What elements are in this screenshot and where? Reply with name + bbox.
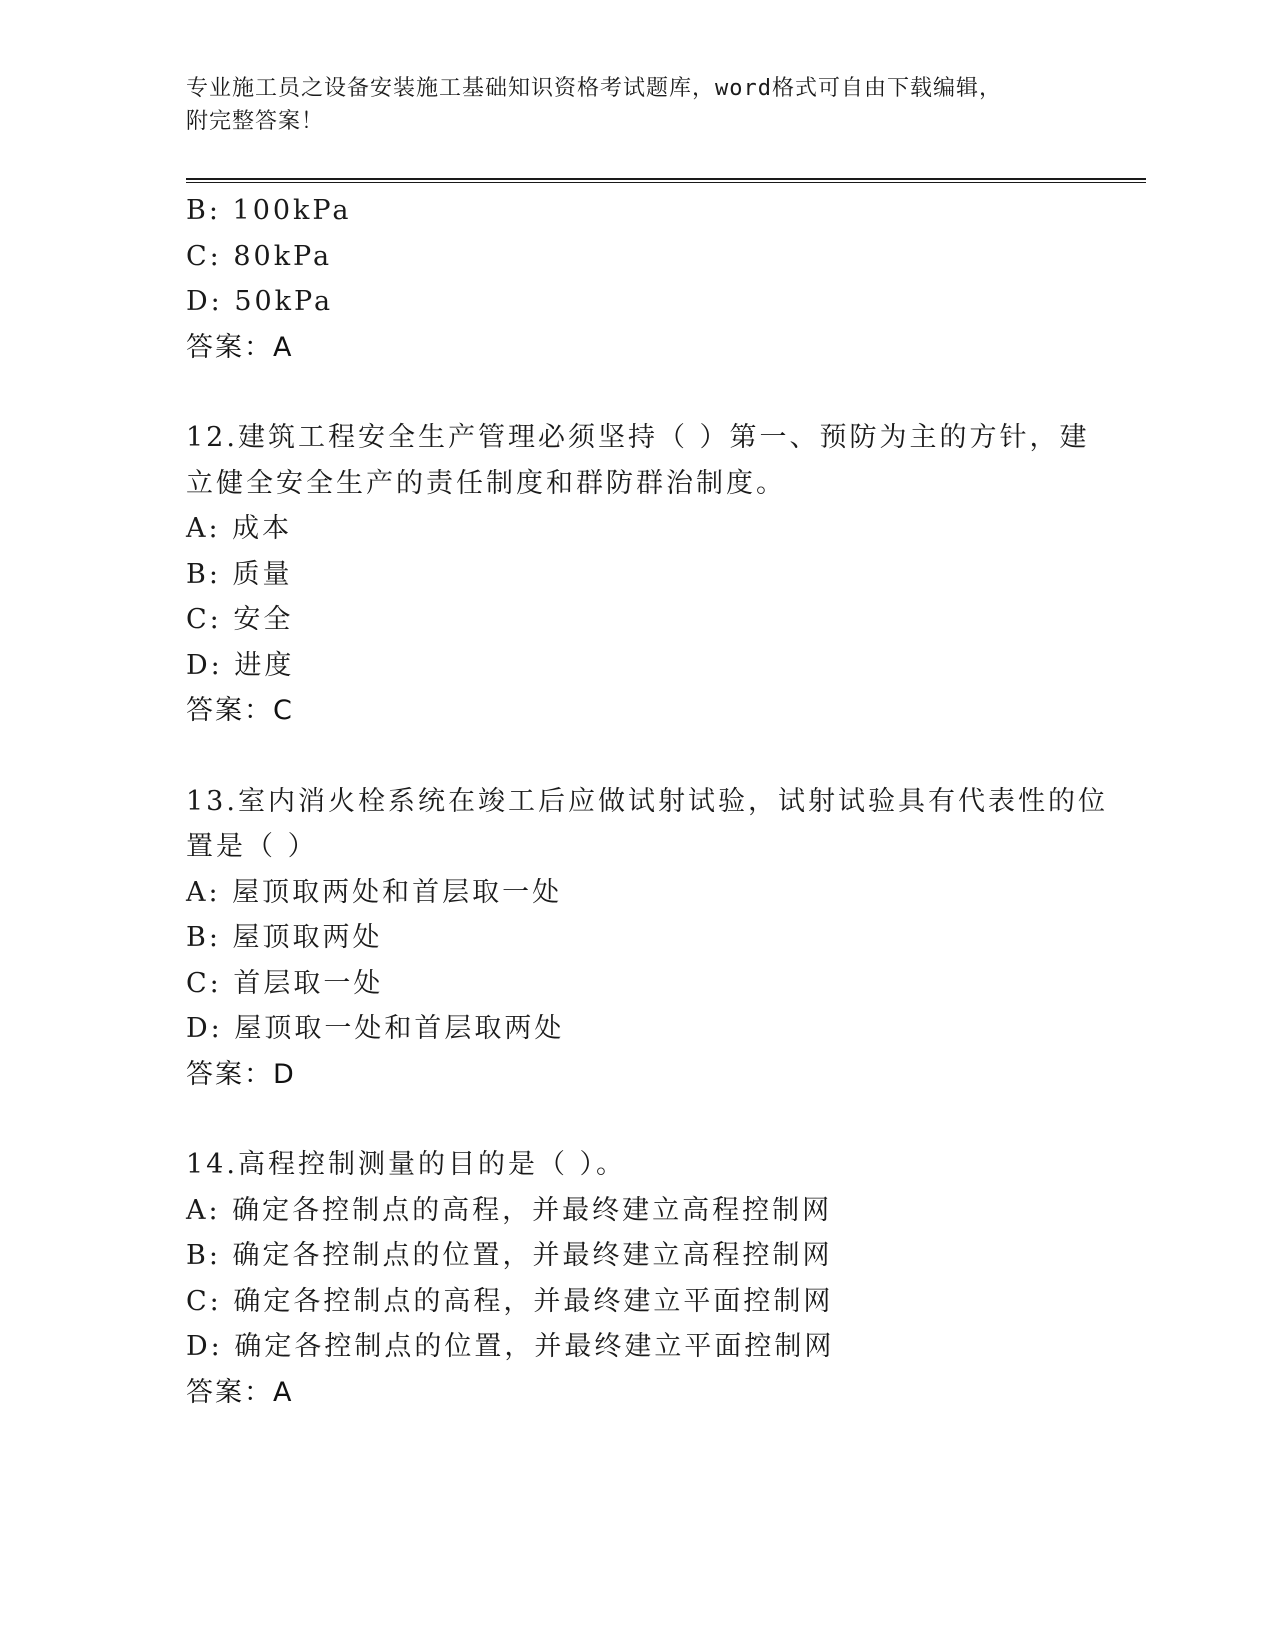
question-13 (186, 779, 1108, 1098)
option-b: B: 100kPa (186, 195, 352, 226)
spacer (186, 734, 1086, 779)
option-c: C: 首层取一处 (186, 967, 384, 999)
option-c: C: 80kPa (186, 240, 333, 272)
answer-line: 答案：D (186, 1058, 296, 1090)
option-b: B: 质量 (186, 558, 293, 590)
document-header (186, 72, 1076, 138)
question-text-line-1: 13.室内消火栓系统在竣工后应做试射试验，试射试验具有代表性的位 (186, 785, 1108, 817)
header-line-2: 附完整答案！ (186, 109, 325, 134)
question-12 (186, 415, 1090, 734)
spacer (186, 1097, 1086, 1142)
option-d: D: 确定各控制点的位置，并最终建立平面控制网 (186, 1331, 835, 1362)
question-14 (186, 1142, 1086, 1415)
spacer (186, 370, 1086, 415)
question-text-line-2: 立健全安全生产的责任制度和群防群治制度。 (186, 467, 786, 499)
option-b: B: 屋顶取两处 (186, 922, 383, 953)
question-text-line-1: 12.建筑工程安全生产管理必须坚持（ ）第一、预防为主的方针，建 (186, 422, 1090, 453)
option-a: A: 屋顶取两处和首层取一处 (186, 876, 563, 908)
answer-line: 答案：C (186, 695, 294, 726)
option-d: D: 50kPa (186, 286, 334, 317)
answer-line: 答案：A (186, 1376, 294, 1408)
option-c: C: 安全 (186, 604, 294, 635)
option-a: A: 确定各控制点的高程，并最终建立高程控制网 (186, 1194, 833, 1226)
option-b: B: 确定各控制点的位置，并最终建立高程控制网 (186, 1240, 833, 1271)
header-divider-thick (186, 178, 1146, 180)
header-line-1: 专业施工员之设备安装施工基础知识资格考试题库，word格式可自由下载编辑， (186, 76, 1002, 101)
option-d: D: 屋顶取一处和首层取两处 (186, 1013, 565, 1044)
question-11-tail (186, 188, 1086, 370)
answer-line: 答案：A (186, 331, 294, 363)
option-a: A: 成本 (186, 513, 293, 544)
option-c: C: 确定各控制点的高程，并最终建立平面控制网 (186, 1285, 834, 1317)
question-text-line-1: 14.高程控制测量的目的是（ ）。 (186, 1149, 627, 1180)
question-list (186, 188, 1108, 1415)
header-divider-thin (186, 182, 1146, 183)
option-d: D: 进度 (186, 649, 295, 681)
question-text-line-2: 置是（ ） (186, 831, 318, 862)
